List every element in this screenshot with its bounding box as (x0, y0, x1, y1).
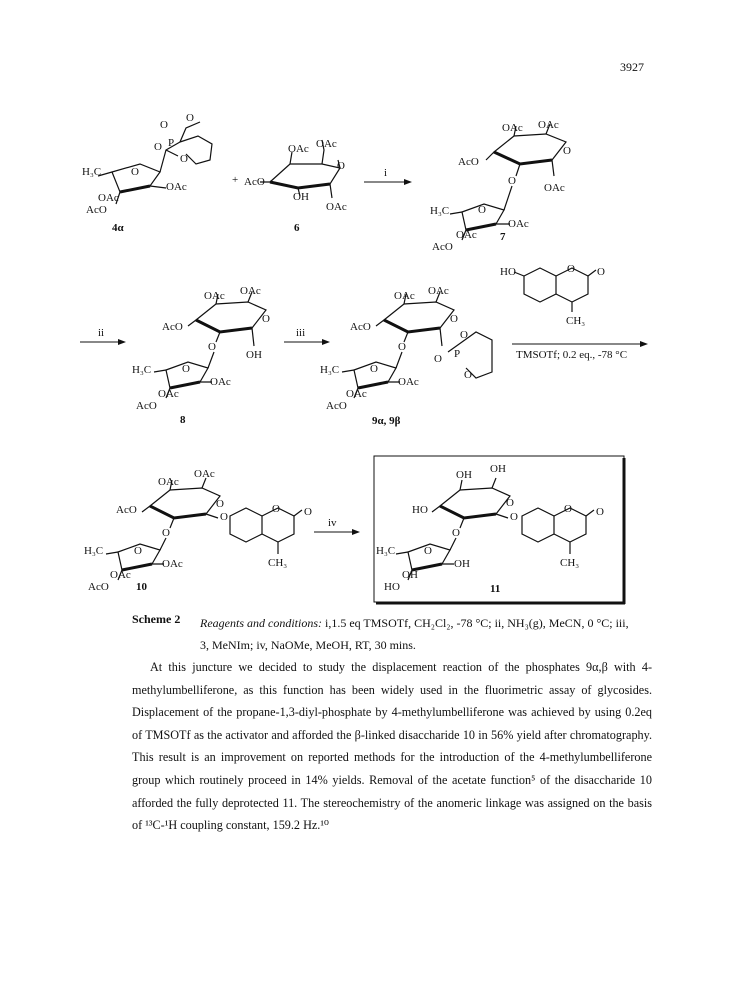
atom-oh: OH (293, 191, 309, 203)
atom-h3c: H₃C (132, 364, 152, 376)
atom-o: O (370, 363, 378, 375)
svg-text:iii: iii (296, 327, 306, 339)
atom-oac: OAc (240, 285, 261, 297)
atom-oac: OAc (544, 182, 565, 194)
atom-aco: AcO (244, 176, 265, 188)
atom-oac: OAc (326, 201, 347, 213)
atom-o: O (208, 341, 216, 353)
atom-o: O (596, 506, 604, 518)
atom-o: O (180, 153, 188, 165)
atom-o: O (162, 527, 170, 539)
atom-ho: HO (412, 504, 428, 516)
svg-text:iv: iv (328, 517, 337, 529)
atom-o: O (220, 511, 228, 523)
atom-oh: OH (454, 558, 470, 570)
compound-9-structure (320, 285, 492, 427)
atom-o: O (452, 527, 460, 539)
compound-11-box (374, 456, 625, 604)
atom-o: O (508, 175, 516, 187)
atom-oac: OAc (456, 229, 477, 241)
atom-oh: OH (246, 349, 262, 361)
atom-o: O (134, 545, 142, 557)
atom-oac: OAc (508, 218, 529, 230)
atom-oac: OAc (98, 192, 119, 204)
caption-text: i,1.5 eq TMSOTf, CH₂Cl₂, -78 °C; ii, NH₃(g), MeCN, 0 °C; iii, 3, MeNIm; iv, NaOMe, MeOH, RT, 30 mins. (200, 616, 629, 652)
atom-oac: OAc (398, 376, 419, 388)
atom-o: O (510, 511, 518, 523)
atom-o: O (182, 363, 190, 375)
atom-o: O (478, 204, 486, 216)
atom-o: O (424, 545, 432, 557)
atom-o: O (398, 341, 406, 353)
atom-oac: OAc (162, 558, 183, 570)
atom-oac: OAc (502, 122, 523, 134)
atom-aco: AcO (326, 400, 347, 412)
svg-text:i: i (384, 167, 388, 179)
atom-p: P (168, 137, 175, 149)
atom-oac: OAc (316, 138, 337, 150)
compound-label-6: 6 (294, 222, 300, 234)
atom-o: O (564, 503, 572, 515)
compound-label-4a: 4α (112, 222, 124, 234)
atom-ho: HO (500, 266, 516, 278)
atom-oac: OAc (394, 290, 415, 302)
atom-aco: AcO (86, 204, 107, 216)
atom-o: O (506, 497, 514, 509)
atom-aco: AcO (432, 241, 453, 253)
atom-oac: OAc (166, 181, 187, 193)
arrow-glycosylation (512, 341, 648, 361)
svg-text:ii: ii (98, 327, 105, 339)
compound-label-11: 11 (490, 583, 501, 595)
atom-aco: AcO (350, 321, 371, 333)
atom-aco: AcO (116, 504, 137, 516)
compound-label-8: 8 (180, 414, 186, 426)
compound-label-10: 10 (136, 581, 147, 593)
scheme-caption (200, 612, 640, 656)
atom-oac: OAc (110, 569, 131, 581)
atom-ch3: CH₃ (268, 557, 288, 569)
caption-lead: Reagents and conditions: (200, 616, 322, 630)
atom-h3c: H₃C (376, 545, 396, 557)
umbelliferone-reagent (500, 263, 605, 327)
atom-h3c: H₃C (430, 205, 450, 217)
arrow-step-i (364, 167, 412, 185)
atom-o: O (563, 145, 571, 157)
atom-aco: AcO (162, 321, 183, 333)
atom-p: P (454, 348, 461, 360)
compound-6-structure (244, 138, 347, 234)
atom-oh: OH (456, 469, 472, 481)
atom-aco: AcO (458, 156, 479, 168)
plus-sign: + (232, 174, 239, 186)
compound-label-9: 9α, 9β (372, 415, 401, 427)
atom-o: O (160, 119, 168, 131)
atom-o: O (434, 353, 442, 365)
atom-oac: OAc (158, 388, 179, 400)
atom-oh: OH (490, 463, 506, 475)
atom-o: O (567, 263, 575, 275)
atom-oac: OAc (288, 143, 309, 155)
atom-o: O (154, 141, 162, 153)
atom-o: O (597, 266, 605, 278)
compound-10-structure (84, 468, 312, 593)
atom-oac: OAc (194, 468, 215, 480)
atom-oac: OAc (346, 388, 367, 400)
atom-h3c: H₃C (84, 545, 104, 557)
atom-o: O (272, 503, 280, 515)
atom-oac: OAc (428, 285, 449, 297)
atom-oh: OH (402, 569, 418, 581)
arrow-step-ii (80, 327, 126, 345)
atom-ho: HO (384, 581, 400, 593)
atom-oac: OAc (204, 290, 225, 302)
atom-aco: AcO (88, 581, 109, 593)
atom-ch3: CH₃ (560, 557, 580, 569)
page-number: 3927 (620, 60, 644, 74)
atom-o: O (186, 112, 194, 124)
atom-h3c: H₃C (82, 166, 102, 178)
atom-oac: OAc (538, 119, 559, 131)
compound-4a-structure (82, 112, 212, 234)
atom-o: O (131, 166, 139, 178)
atom-o: O (337, 160, 345, 172)
atom-o: O (464, 369, 472, 381)
compound-7-structure (430, 119, 571, 253)
atom-oac: OAc (210, 376, 231, 388)
body-paragraph (132, 656, 652, 837)
compound-8-structure (132, 285, 270, 426)
scheme-caption-label: Scheme 2 (132, 612, 181, 626)
atom-aco: AcO (136, 400, 157, 412)
atom-o: O (460, 329, 468, 341)
atom-o: O (216, 498, 224, 510)
conditions-text: TMSOTf; 0.2 eq., -78 °C (516, 349, 628, 361)
paragraph-text: At this juncture we decided to study the displacement reaction of the phosphates 9α,β with 4-methylumbelliferone, as this function has been widely used in the fluorimetric assay of glycosides. Displacement of the propane-1,3-diyl-phosphate by 4-methylumbelliferone was achieved by using 0.2eq of TMSOTf as the activator and afforded the β-linked disaccharide 10 in 56% yield after chromatography. This result is an improvement on reported methods for the introduction of the 4-methylumbelliferone group which routinely proceed in 14% yields. Removal of the acetate function⁵ of the disaccharide 10 afforded the fully deprotected 11. The stereochemistry of the anomeric linkage was assigned on the basis of ¹³C-¹H coupling constant, 159.2 Hz.¹⁰ (132, 660, 652, 833)
atom-ch3: CH₃ (566, 315, 586, 327)
atom-o: O (450, 313, 458, 325)
atom-h3c: H₃C (320, 364, 340, 376)
atom-o: O (262, 313, 270, 325)
atom-o: O (304, 506, 312, 518)
arrow-step-iii (284, 327, 330, 345)
compound-label-7: 7 (500, 231, 506, 243)
arrow-step-iv (314, 517, 360, 535)
atom-oac: OAc (158, 476, 179, 488)
